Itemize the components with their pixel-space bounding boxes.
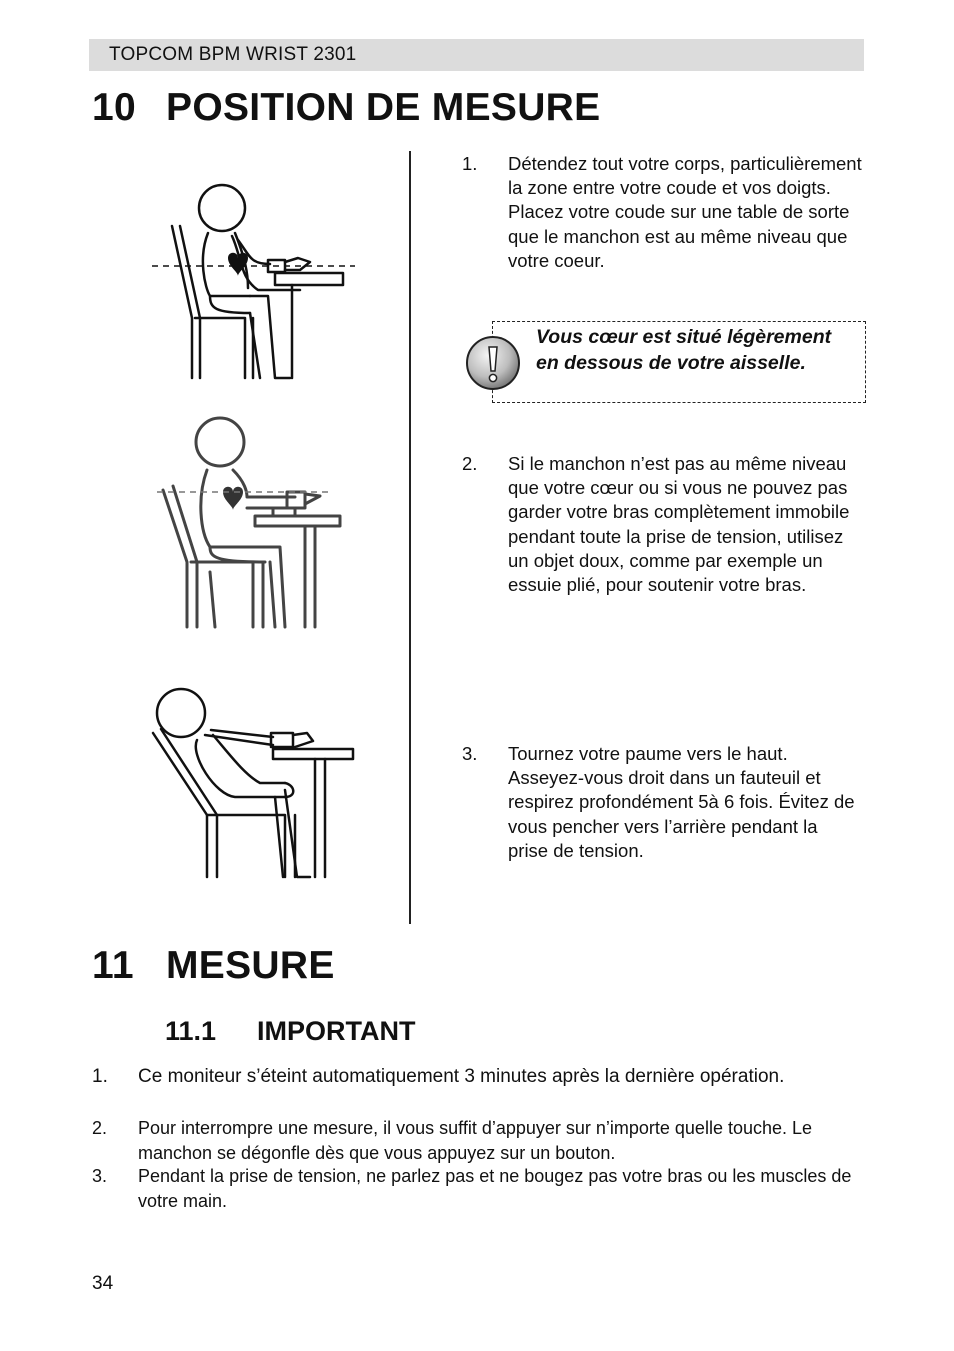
important-item-3: 3. Pendant la prise de tension, ne parlez pas et ne bougez pas votre bras ou les muscles de votre main.	[92, 1166, 852, 1211]
important-item-1: 1. Ce moniteur s’éteint automatiquement 3 minutes après la dernière opération.	[92, 1066, 785, 1087]
step-2: 2. Si le manchon n’est pas au même niveau que votre cœur ou si vous ne pouvez pas garder votre bras complètement immobile pendant toute la prise de tension, utilisez un objet doux, comme par exemple un essuie plié, pour soutenir votre bras.	[462, 453, 850, 596]
page-header	[89, 39, 864, 71]
figure-seated-upright	[150, 178, 360, 383]
warning-icon	[465, 335, 523, 393]
important-item-2: 2. Pour interrompre une mesure, il vous suffit d’appuyer sur n’importe quelle touche. Le manchon se dégonfle dès que vous appuyez sur un bouton.	[92, 1118, 813, 1163]
subsection-11-1-title: 11.1 IMPORTANT	[165, 1016, 416, 1046]
step-1: 1. Détendez tout votre corps, particulièrement la zone entre votre coude et vos doigts. Placez votre coude sur une table de sorte que le manchon est au même niveau que votre coeur.	[462, 153, 862, 271]
column-divider	[409, 151, 411, 924]
figure-seated-reclined	[145, 685, 360, 880]
section-11-title: 11 MESURE	[92, 944, 335, 987]
product-name: TOPCOM BPM WRIST 2301	[109, 44, 357, 65]
section-10-title: 10 POSITION DE MESURE	[92, 86, 601, 129]
figure-seated-with-support	[155, 412, 345, 634]
page-number: 34	[92, 1273, 114, 1294]
step-3: 3. Tournez votre paume vers le haut. Asseyez-vous droit dans un fauteuil et respirez profondément 5à 6 fois. Évitez de vous pencher vers l’arrière pendant la prise de tension.	[462, 743, 855, 861]
note-text: Vous cœur est situé légèrement en dessous de votre aisselle.	[536, 326, 832, 374]
